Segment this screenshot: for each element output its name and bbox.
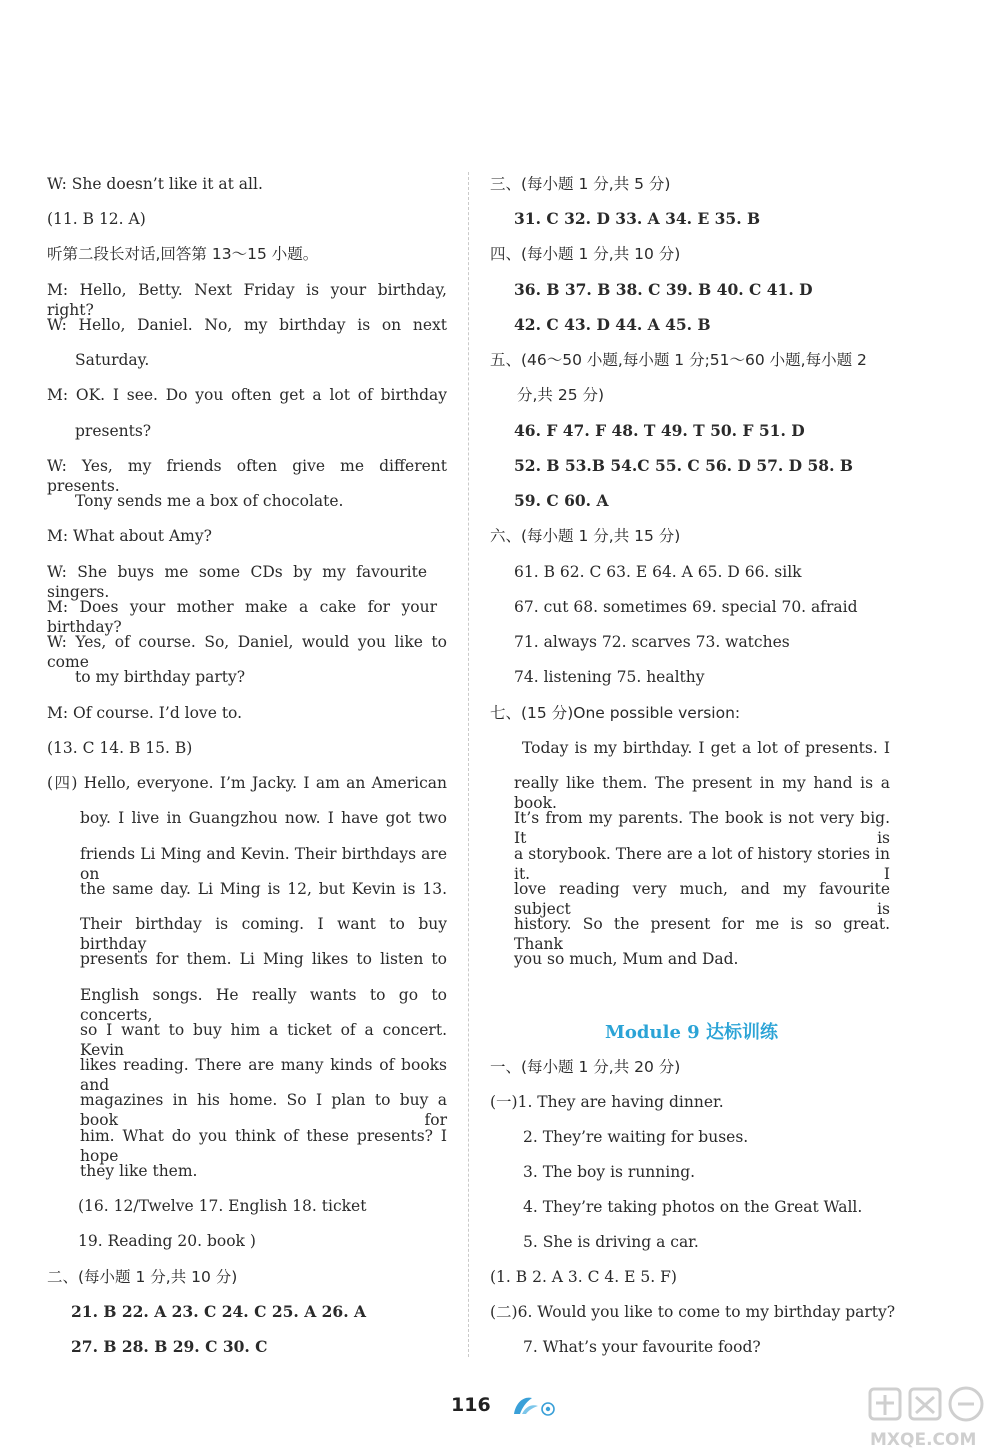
listening-item: (二)6. Would you like to come to my birthday party? [490, 1303, 896, 1321]
passage-line: (四) Hello, everyone. I’m Jacky. I am an American [47, 774, 447, 792]
passage-line: Their birthday is coming. I want to buy birthday [80, 915, 447, 953]
answer-line: 19. Reading 20. book ) [78, 1232, 256, 1250]
watermark-logo [862, 1383, 1000, 1451]
section-header: 六、(每小题 1 分,共 15 分) [490, 527, 681, 545]
dialogue-line: Tony sends me a box of chocolate. [75, 492, 344, 510]
listening-item: 7. What’s your favourite food? [523, 1338, 761, 1356]
passage-line: they like them. [80, 1162, 198, 1180]
dialogue-line: M: Of course. I’d love to. [47, 704, 243, 722]
answer-line: 27. B 28. B 29. C 30. C [71, 1337, 268, 1356]
passage-line: him. What do you think of these presents? I hope [80, 1127, 447, 1165]
answer-line: 36. B 37. B 38. C 39. B 40. C 41. D [514, 280, 813, 299]
dialogue-line: W: She buys me some CDs by my favourite singers. [47, 563, 427, 601]
dialogue-line: W: Yes, my friends often give me different presents. [47, 457, 447, 495]
section-header: 三、(每小题 1 分,共 5 分) [490, 175, 671, 193]
dialogue-line: W: She doesn’t like it at all. [47, 175, 263, 193]
passage-line: magazines in his home. So I plan to buy a book for [80, 1091, 447, 1129]
section-header-cont: 分,共 25 分) [517, 386, 605, 404]
essay-line: It’s from my parents. The book is not very big. It is [514, 809, 890, 847]
answer-line: 52. B 53.B 54.C 55. C 56. D 57. D 58. B [514, 456, 853, 475]
essay-line: Today is my birthday. I get a lot of presents. I [522, 739, 890, 757]
essay-line: love reading very much, and my favourite subject is [514, 880, 890, 918]
module-title: Module 9 达标训练 [605, 1022, 778, 1043]
answer-line: 46. F 47. F 48. T 49. T 50. F 51. D [514, 421, 805, 440]
answer-line: 74. listening 75. healthy [514, 668, 705, 686]
section-header: 五、(46～50 小题,每小题 1 分;51～60 小题,每小题 2 [490, 351, 867, 369]
column-divider [468, 172, 469, 1357]
svg-text:MXQE.COM: MXQE.COM [870, 1430, 977, 1450]
section-header: 一、(每小题 1 分,共 20 分) [490, 1058, 681, 1076]
answer-line: 21. B 22. A 23. C 24. C 25. A 26. A [71, 1302, 367, 1321]
passage-line: likes reading. There are many kinds of books and [80, 1056, 447, 1094]
dialogue-line: to my birthday party? [75, 668, 246, 686]
section-header: 二、(每小题 1 分,共 10 分) [47, 1268, 238, 1286]
dialogue-line: M: Hello, Betty. Next Friday is your birthday, right? [47, 281, 447, 319]
answer-line: (11. B 12. A) [47, 210, 146, 228]
dialogue-line: W: Yes, of course. So, Daniel, would you like to come [47, 633, 447, 671]
dialogue-line: presents? [75, 422, 152, 440]
essay-line: you so much, Mum and Dad. [514, 950, 739, 968]
listening-item: 5. She is driving a car. [523, 1233, 699, 1251]
listening-item: 3. The boy is running. [523, 1163, 696, 1181]
instruction-line: 听第二段长对话,回答第 13～15 小题。 [47, 245, 319, 263]
answer-line: (1. B 2. A 3. C 4. E 5. F) [490, 1268, 677, 1286]
answer-line: 71. always 72. scarves 73. watches [514, 633, 790, 651]
answer-line: 42. C 43. D 44. A 45. B [514, 315, 711, 334]
page-number: 116 [451, 1394, 491, 1416]
listening-item: 2. They’re waiting for buses. [523, 1128, 749, 1146]
essay-line: history. So the present for me is so great. Thank [514, 915, 890, 953]
answer-line: (13. C 14. B 15. B) [47, 739, 193, 757]
listening-item: 4. They’re taking photos on the Great Wall. [523, 1198, 863, 1216]
answer-line: 67. cut 68. sometimes 69. special 70. afraid [514, 598, 858, 616]
passage-line: so I want to buy him a ticket of a concert. Kevin [80, 1021, 447, 1059]
dialogue-line: M: What about Amy? [47, 527, 212, 545]
dialogue-line: Saturday. [75, 351, 150, 369]
essay-line: a storybook. There are a lot of history stories in it. I [514, 845, 890, 883]
leaf-swirl-icon [510, 1392, 558, 1422]
passage-line: the same day. Li Ming is 12, but Kevin is 13. [80, 880, 447, 898]
dialogue-line: M: Does your mother make a cake for your birthday? [47, 598, 437, 636]
passage-line: friends Li Ming and Kevin. Their birthdays are on [80, 845, 447, 883]
essay-line: really like them. The present in my hand is a book. [514, 774, 890, 812]
dialogue-line: M: OK. I see. Do you often get a lot of birthday [47, 386, 447, 404]
section-header: 七、(15 分)One possible version: [490, 704, 741, 722]
dialogue-line: W: Hello, Daniel. No, my birthday is on next [47, 316, 447, 334]
passage-line: English songs. He really wants to go to concerts, [80, 986, 447, 1024]
answer-line: 59. C 60. A [514, 491, 609, 510]
section-header: 四、(每小题 1 分,共 10 分) [490, 245, 681, 263]
answer-line: 31. C 32. D 33. A 34. E 35. B [514, 209, 761, 228]
listening-item: (一)1. They are having dinner. [490, 1093, 724, 1111]
answer-line: 61. B 62. C 63. E 64. A 65. D 66. silk [514, 563, 802, 581]
answer-line: (16. 12/Twelve 17. English 18. ticket [78, 1197, 367, 1215]
passage-line: presents for them. Li Ming likes to listen to [80, 950, 447, 968]
passage-line: boy. I live in Guangzhou now. I have got two [80, 809, 447, 827]
